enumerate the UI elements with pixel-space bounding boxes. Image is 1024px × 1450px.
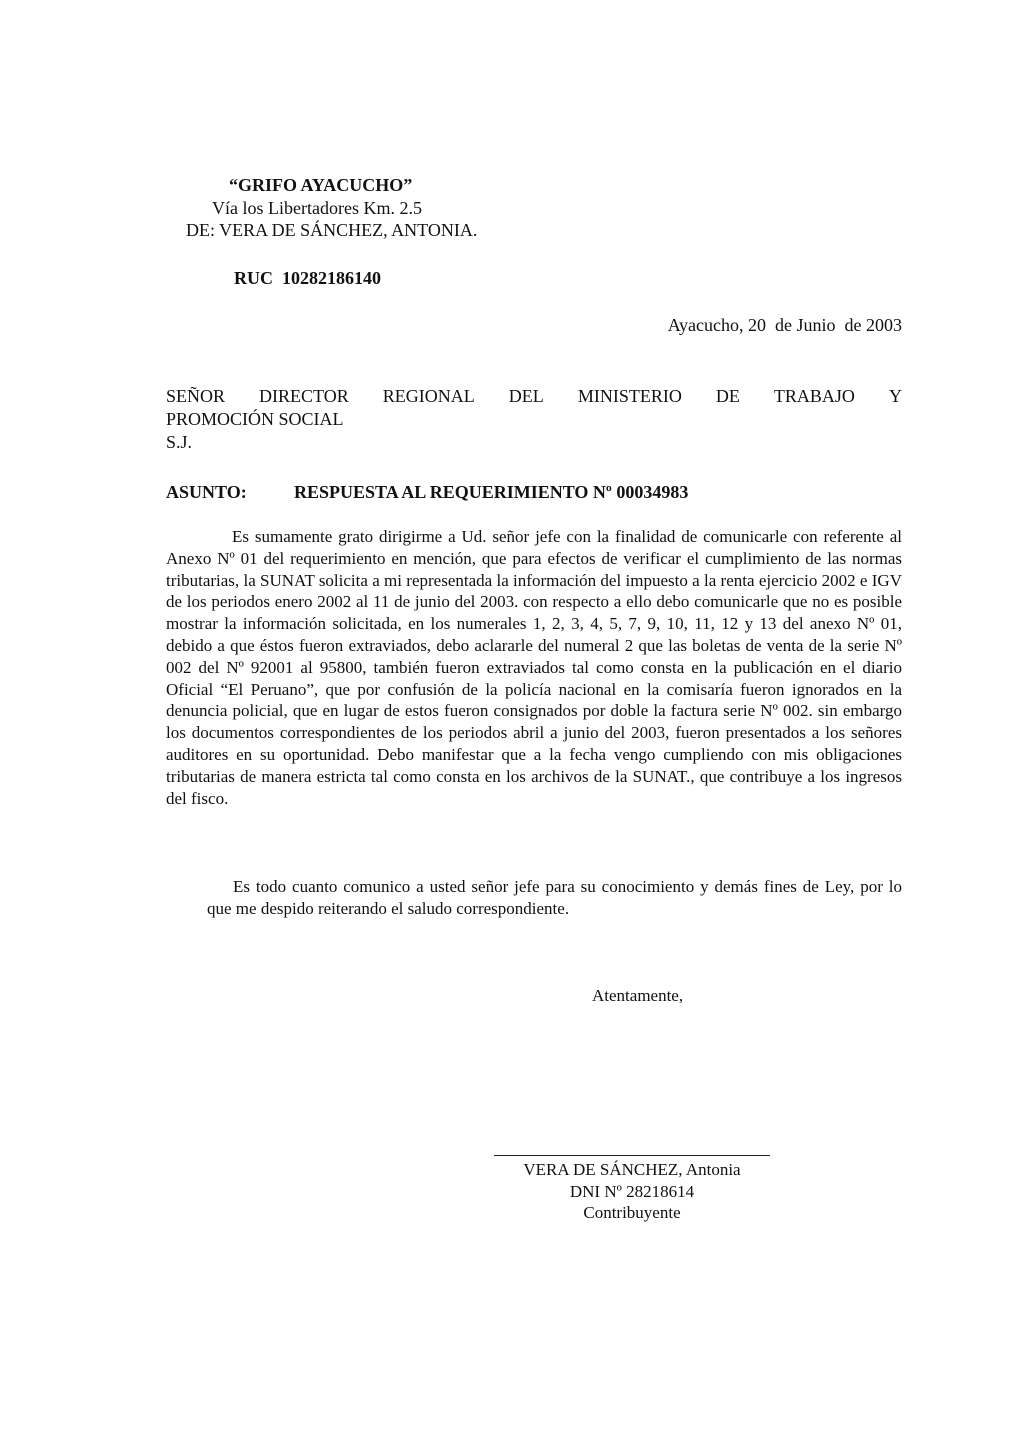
recipient-word: DIRECTOR — [259, 386, 349, 406]
subject-label: ASUNTO: — [166, 482, 247, 502]
recipient-word: SEÑOR — [166, 386, 226, 406]
recipient-word: Y — [888, 386, 902, 406]
recipient-word: DEL — [508, 386, 544, 406]
ruc-number: RUC 10282186140 — [234, 268, 381, 288]
signature-role: Contribuyente — [583, 1203, 681, 1222]
company-name: “GRIFO AYACUCHO” — [229, 175, 413, 195]
recipient-line-2: PROMOCIÓN SOCIAL — [166, 409, 344, 429]
body-paragraph-2: Es todo cuanto comunico a usted señor jefe para su conocimiento y demás fines de Ley, por lo que me despido reiterando el saludo correspondiente. — [207, 877, 902, 918]
recipient-word: DE — [715, 386, 740, 406]
recipient-word: TRABAJO — [773, 386, 855, 406]
recipient-line-3: S.J. — [166, 432, 193, 452]
closing-salutation: Atentamente, — [592, 986, 684, 1005]
signature-name: VERA DE SÁNCHEZ, Antonia — [523, 1160, 741, 1179]
recipient-word: REGIONAL — [382, 386, 475, 406]
recipient-word: MINISTERIO — [577, 386, 682, 406]
letter-date: Ayacucho, 20 de Junio de 2003 — [667, 315, 902, 335]
signature-line — [494, 1155, 770, 1156]
body-paragraph-1: Es sumamente grato dirigirme a Ud. señor jefe con la finalidad de comunicarle con referente al Anexo Nº 01 del requerimiento en mención, que para efectos de verificar el cumplimiento de las normas tributarias, la SUNAT solicita a mi representada la información del impuesto a la renta ejercicio 2002 e IGV de los periodos enero 2002 al 11 de junio del 2003. con respecto a ello debo comunicarle que no es posible mostrar la información solicitada, en los numerales 1, 2, 3, 4, 5, 7, 9, 10, 11, 12 y 13 del anexo Nº 01, debido a que éstos fueron extraviados, debo aclararle del numeral 2 que las boletas de venta de la serie Nº 002 del Nº 92001 al 95800, también fueron extraviados tal como consta en la publicación en el diario Oficial “El Peruano”, que por confusión de la policía nacional en la comisaría fueron ignorados en la denuncia policial, que en lugar de estos fueron consignados por doble la factura serie Nº 002. sin embargo los documentos correspondientes de los periodos abril a junio del 2003, fueron presentados a los señores auditores en su oportunidad. Debo manifestar que a la fecha vengo cumpliendo con mis obligaciones tributarias de manera estricta tal como consta en los archivos de la SUNAT., que contribuye a los ingresos del fisco. — [166, 527, 902, 808]
recipient-line-1 — [166, 385, 902, 407]
subject-text: RESPUESTA AL REQUERIMIENTO Nº 00034983 — [294, 482, 689, 502]
signature-dni: DNI Nº 28218614 — [569, 1182, 695, 1201]
company-address: Vía los Libertadores Km. 2.5 — [212, 198, 422, 218]
sender-line: DE: VERA DE SÁNCHEZ, ANTONIA. — [186, 220, 478, 240]
